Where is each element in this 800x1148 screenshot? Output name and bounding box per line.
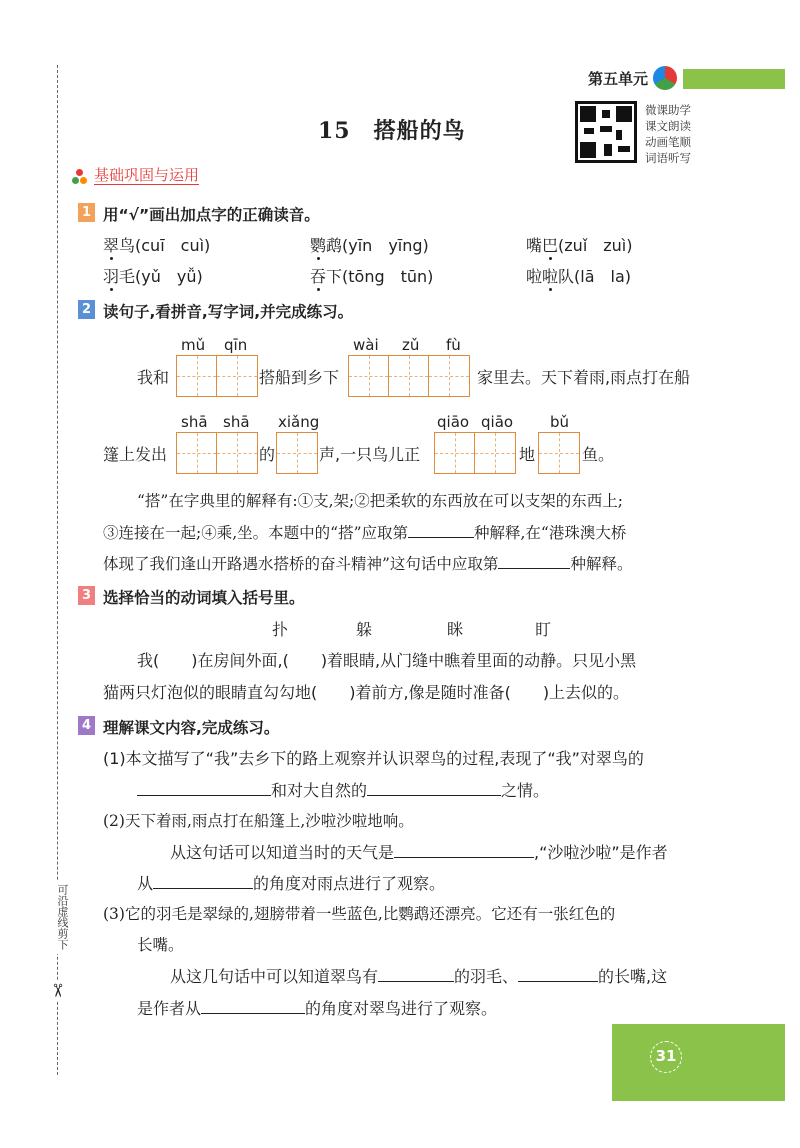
q2-number: 2 [78,300,95,319]
q1-prompt: 用“√”画出加点字的正确读音。 [103,206,320,224]
q2-para: “搭”在字典里的解释有:①支,架;②把柔软的东西放在可以支架的东西上; [137,492,623,510]
q2-text: 声,一只鸟儿正 [319,445,421,464]
pinyin-label: qiāo [437,413,470,431]
qr-code[interactable] [575,101,637,163]
q1-item[interactable]: 吞下(tōng tūn) [310,267,434,286]
pinyin-label: mǔ [181,336,206,354]
q2-prompt: 读句子,看拼音,写字词,并完成练习。 [103,303,354,321]
q4-text: 从这几句话中可以知道翠鸟有 的羽毛、 的长嘴,这 [170,967,668,986]
q1-item[interactable]: 鹦鹉(yīn yīng) [310,236,429,255]
q2-text: 搭船到乡下 [259,368,340,387]
q2-text: 鱼。 [582,445,615,464]
q2-text: 篷上发出 [103,445,168,464]
q4-text: 是作者从 的角度对翠鸟进行了观察。 [137,999,498,1018]
q2-text: 我和 [137,368,170,387]
writing-grid-qiaoqiao[interactable] [434,432,516,474]
answer-blank[interactable] [518,966,598,982]
q4-text: 从 的角度对雨点进行了观察。 [137,874,446,893]
answer-blank[interactable] [498,553,570,569]
unit-bar [683,69,785,89]
q4-text: (2)天下着雨,雨点打在船篷上,沙啦沙啦地响。 [103,812,414,830]
q4-prompt: 理解课文内容,完成练习。 [103,719,280,737]
q4-number: 4 [78,716,95,735]
answer-blank[interactable] [367,780,501,796]
pinyin-label: xiǎng [278,413,320,431]
q1-item[interactable]: 啦啦队(lā la) [526,267,632,286]
q4-text: (1)本文描写了“我”去乡下的路上观察并认识翠鸟的过程,表现了“我”对翠鸟的 [103,749,644,768]
q2-text: 的 [259,445,276,464]
answer-blank[interactable] [201,998,305,1014]
pinyin-label: shā [181,413,208,431]
pinyin-label: zǔ [402,336,420,354]
scissors-icon: ✂ [47,981,68,1001]
q3-word: 眯 [447,620,464,639]
answer-blank[interactable] [394,842,534,858]
qr-note: 微课助学 课文朗读 动画笔顺 词语听写 [645,103,691,165]
pinyin-label: bǔ [550,413,570,431]
q3-number: 3 [78,586,95,605]
writing-grid-mother[interactable] [176,355,258,397]
page-number: 31 [650,1041,682,1073]
q1-item[interactable]: 嘴巴(zuǐ zuì) [526,236,633,255]
q4-text: (3)它的羽毛是翠绿的,翅膀带着一些蓝色,比鹦鹉还漂亮。它还有一张红色的 [103,905,616,923]
answer-blank[interactable] [378,966,454,982]
q3-word: 扑 [272,620,289,639]
pinyin-label: shā [223,413,250,431]
writing-grid-grandparents[interactable] [348,355,470,397]
writing-grid-bu[interactable] [538,432,580,474]
q4-text: 从这句话可以知道当时的天气是 ,“沙啦沙啦”是作者 [170,843,668,862]
q2-para: 体现了我们逢山开路遇水搭桥的奋斗精神”这句话中应取第 种解释。 [103,555,633,573]
answer-blank[interactable] [153,873,253,889]
writing-grid-xiang[interactable] [276,432,318,474]
q2-para: ③连接在一起;④乘,坐。本题中的“搭”应取第 种解释,在“港珠澳大桥 [103,524,627,542]
q2-text: 家里去。天下着雨,雨点打在船 [477,368,691,387]
pinyin-label: fù [446,336,461,354]
q1-item[interactable]: 翠鸟(cuī cuì) [103,236,211,255]
q3-sentence[interactable]: 猫两只灯泡似的眼睛直勾勾地( )着前方,像是随时准备( )上去似的。 [103,683,630,702]
q3-word: 盯 [535,620,552,639]
section-title: 基础巩固与运用 [94,166,200,184]
answer-blank[interactable] [408,522,474,538]
unit-label: 第五单元 [588,70,649,88]
answer-blank[interactable] [137,780,271,796]
unit-ball-icon [653,66,677,90]
pinyin-label: qiāo [481,413,514,431]
q1-item[interactable]: 羽毛(yǔ yǚ) [103,267,203,286]
q3-prompt: 选择恰当的动词填入括号里。 [103,589,305,607]
lesson-title: 15 搭船的鸟 [318,118,466,144]
q2-text: 地 [519,445,536,464]
section-dots-icon [72,169,88,185]
q1-number: 1 [78,203,95,222]
q3-sentence[interactable]: 我( )在房间外面,( )着眼睛,从门缝中瞧着里面的动静。只见小黑 [137,651,637,670]
q3-word: 躲 [356,620,373,639]
q4-text: 长嘴。 [137,936,184,954]
page-corner [612,1024,785,1101]
cut-note: 可沿虚线剪下 [46,880,68,954]
writing-grid-shasha[interactable] [176,432,258,474]
pinyin-label: qīn [224,336,248,354]
pinyin-label: wài [353,336,379,354]
q4-text: 和对大自然的 之情。 [137,780,549,801]
